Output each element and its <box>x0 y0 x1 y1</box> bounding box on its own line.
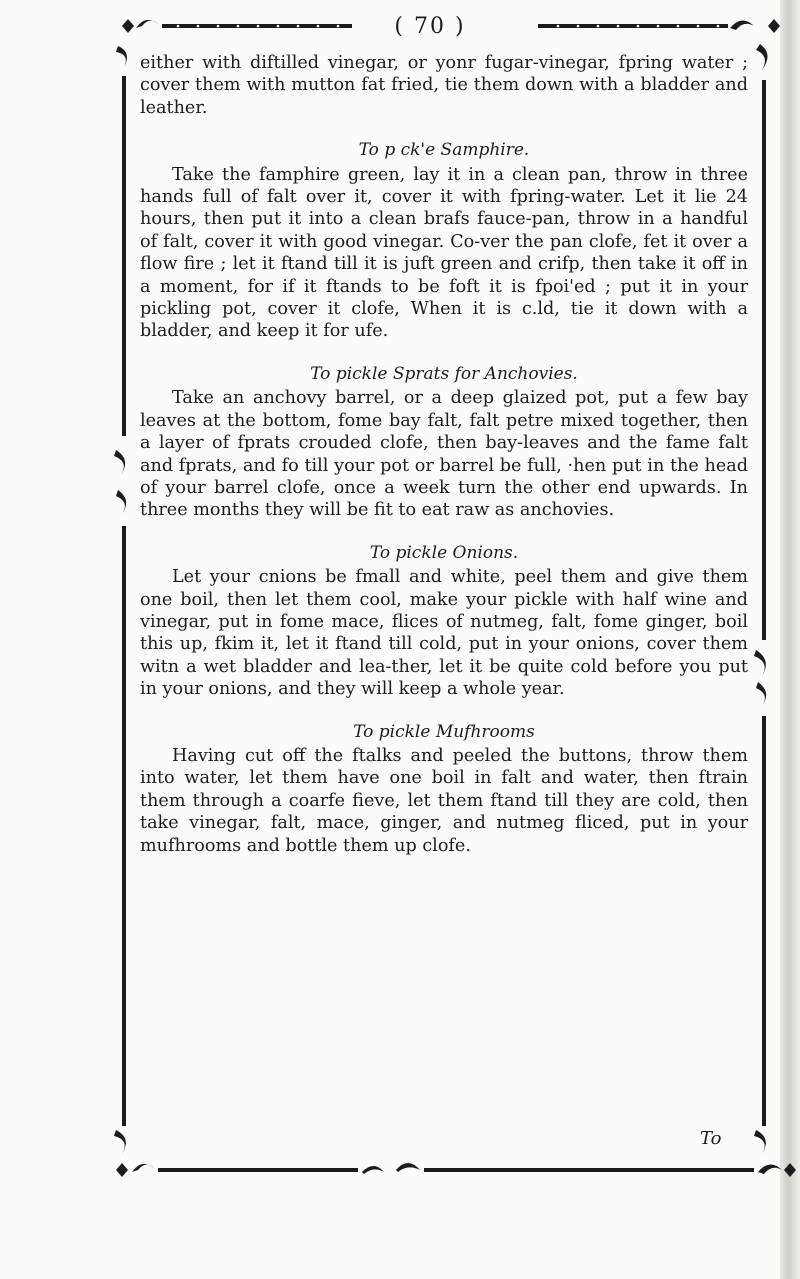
left-ornament-border <box>112 40 136 1160</box>
bottom-ornament-border <box>112 1158 798 1182</box>
catchword: To <box>700 1128 722 1149</box>
page-text <box>140 52 748 857</box>
right-ornament-border <box>752 40 776 1160</box>
next-page-edge <box>780 0 800 1279</box>
recipe-heading-mushrooms: To pickle Mufhrooms <box>353 721 535 742</box>
continuation-paragraph: either with diftilled vinegar, or yonr fugar-vinegar, fpring water ; cover them with mutton fat fried, tie them down with a bladder and leather. <box>140 53 748 118</box>
recipe-heading-samphire: To p ck'e Samphire. <box>358 140 530 161</box>
page-number: ( 70 ) <box>394 14 466 39</box>
recipe-body-mushrooms: Having cut off the ftalks and peeled the buttons, throw them into water, let them have one boil in falt and water, then ftrain them through a coarfe fieve, let them ftand till they are cold, then take vinegar, falt, mace, ginger, and nutmeg fliced, put in your mufhrooms and bottle them up clofe. <box>140 745 748 856</box>
recipe-body-samphire: Take the famphire green, lay it in a clean pan, throw in three hands full of falt over it, cover it with fpring-water. Let it lie 24 hours, then put it into a clean brafs fauce-pan, throw in a handful of falt, cover it with good vinegar. Co-ver the pan clofe, fet it over a flow fire ; let it ftand till it is juft green and crifp, then take it off in a moment, for if it ftands to be foft it is fpoi'ed ; put it in your pickling pot, cover it clofe, When it is c.ld, tie it down with a bladder, and keep it for ufe. <box>140 164 748 342</box>
recipe-body-onions: Let your cnions be fmall and white, peel them and give them one boil, then let them cool, make your pickle with half wine and vinegar, put in fome mace, flices of nutmeg, falt, fome ginger, boil this up, fkim it, let it ftand till cold, put in your onions, cover them witn a wet bladder and lea-ther, let it be quite cold before you put in your onions, and they will keep a whole year. <box>140 567 748 700</box>
recipe-heading-onions: To pickle Onions. <box>369 542 519 563</box>
recipe-body-sprats: Take an anchovy barrel, or a deep glaized pot, put a few bay leaves at the bottom, fome bay falt, falt petre mixed together, then a layer of fprats crouded clofe, then bay-leaves and the fame falt and fprats, and fo till your pot or barrel be full, ·hen put in the head of your barrel clofe, once a week turn the other end upwards. In three months they will be fit to eat raw as anchovies. <box>140 388 748 521</box>
recipe-heading-sprats: To pickle Sprats for Anchovies. <box>310 363 578 384</box>
